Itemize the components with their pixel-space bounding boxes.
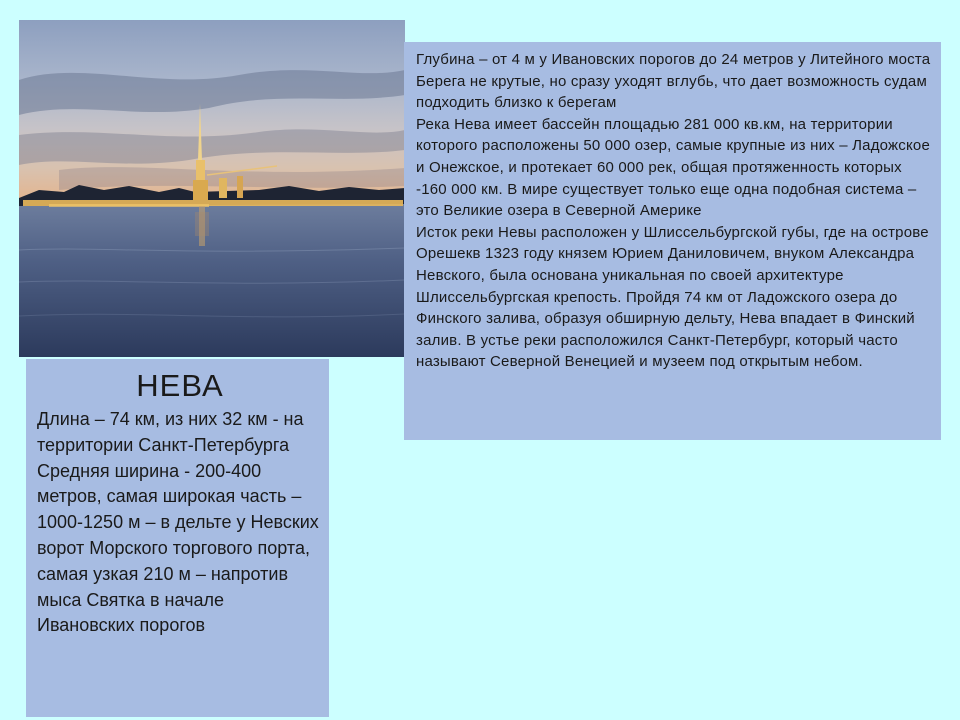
depth-paragraph: Глубина – от 4 м у Ивановских порогов до 24 метров у Литейного моста <box>416 51 931 68</box>
banks-paragraph: Берега не крутые, но сразу уходят вглубь, что дает возможность судам подходить близко к берегам <box>416 72 927 112</box>
length-paragraph: Длина – 74 км, из них 32 км - на территории Санкт-Петербурга <box>37 409 304 455</box>
source-paragraph: Исток реки Невы расположен у Шлиссельбургской губы, где на острове Орешекв 1323 году князем Юрием Даниловичем, внуком Александра Невского, была основана уникальная по своей архитектуре Шлиссельбургская крепость. Пройдя 74 км от Ладожского озера до Финского залива, образуя обширную дельту, Нева впадает в Финский залив. В устье реки расположился Санкт-Петербург, который часто называют Северной Венецией и музеем под открытым небом. <box>416 223 929 371</box>
width-paragraph: Средняя ширина - 200-400 метров, самая широкая часть – 1000-1250 м – в дельте у Невских ворот Морского торгового порта, самая узкая 210 м – напротив мыса Святка в начале Ивановских порогов <box>37 460 319 636</box>
basin-paragraph: Река Нева имеет бассейн площадью 281 000 кв.км, на территории которого расположены 50 000 озер, самые крупные из них – Ладожское и Онежское, и протекает 60 000 рек, общая протяженность которых -160 000 км. В мире существует только еще одна подобная система – это Великие озера в Северной Америке <box>416 115 931 220</box>
info-text-box <box>404 42 941 440</box>
river-fortress-photo <box>19 20 405 357</box>
slide-title: НЕВА <box>136 368 224 403</box>
summary-text-box <box>26 359 329 717</box>
